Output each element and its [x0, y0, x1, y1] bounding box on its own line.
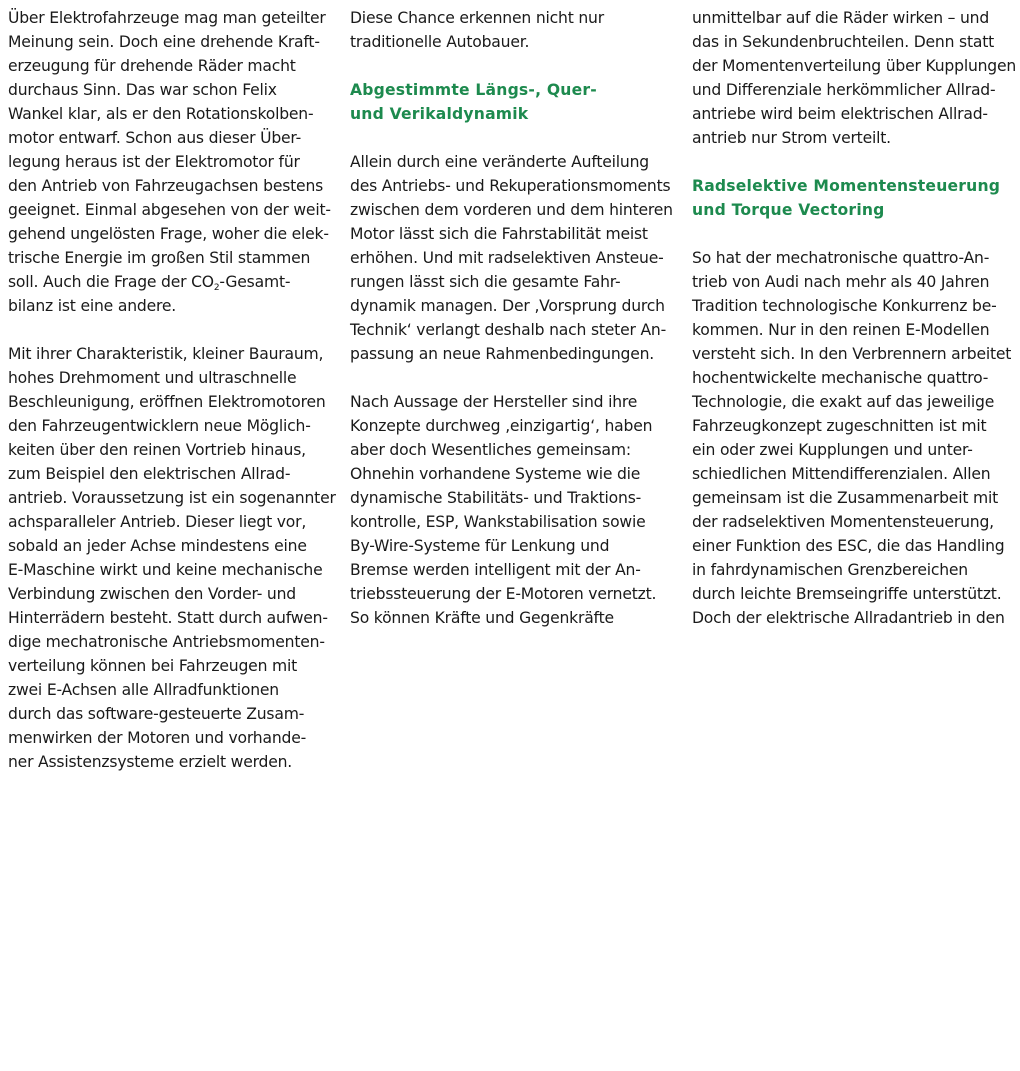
paragraph: [350, 390, 680, 630]
paragraph-gap: [692, 222, 1020, 246]
heading-line: Abgestimmte Längs-, Quer-: [350, 81, 597, 99]
text-line: aber doch Wesentliches gemeinsam:: [350, 441, 631, 459]
text-line: Meinung sein. Doch eine drehende Kraft-: [8, 33, 320, 51]
text-line: kommen. Nur in den reinen E-Modellen: [692, 321, 990, 339]
text-line: Doch der elektrische Allradantrieb in den: [692, 609, 1005, 627]
text-line: das in Sekundenbruchteilen. Denn statt: [692, 33, 995, 51]
paragraph: [350, 150, 680, 366]
paragraph: [8, 6, 338, 318]
text-line: menwirken der Motoren und vorhande-: [8, 729, 307, 747]
column-2: [350, 6, 680, 630]
paragraph: [8, 342, 338, 774]
text-line: Konzepte durchweg ‚einzigartig‘, haben: [350, 417, 653, 435]
text-line: zum Beispiel den elektrischen Allrad-: [8, 465, 291, 483]
text-line: Ohnehin vorhandene Systeme wie die: [350, 465, 641, 483]
text-line: einer Funktion des ESC, die das Handling: [692, 537, 1005, 555]
text-line: Fahrzeugkonzept zugeschnitten ist mit: [692, 417, 987, 435]
paragraph-gap: [350, 54, 680, 78]
text-line: der Momentenverteilung über Kupplungen: [692, 57, 1017, 75]
text-line: unmittelbar auf die Räder wirken – und: [692, 9, 990, 27]
paragraph-gap: [350, 366, 680, 390]
paragraph-gap: [692, 150, 1020, 174]
text-line: des Antriebs- und Rekuperationsmoments: [350, 177, 671, 195]
text-line: Diese Chance erkennen nicht nur: [350, 9, 604, 27]
text-line: ner Assistenzsysteme erzielt werden.: [8, 753, 293, 771]
text-line: Bremse werden intelligent mit der An-: [350, 561, 641, 579]
text-line: erhöhen. Und mit radselektiven Ansteue-: [350, 249, 664, 267]
text-line: passung an neue Rahmenbedingungen.: [350, 345, 655, 363]
paragraph: [692, 246, 1020, 630]
text-line: motor entwarf. Schon aus dieser Über-: [8, 129, 302, 147]
text-line: den Fahrzeugentwicklern neue Möglich-: [8, 417, 311, 435]
text-line: Mit ihrer Charakteristik, kleiner Bauraum,: [8, 345, 324, 363]
text-line: By-Wire-Systeme für Lenkung und: [350, 537, 610, 555]
text-line: soll. Auch die Frage der $CO_2-Gesamt-$: [8, 273, 291, 293]
text-line: dynamische Stabilitäts- und Traktions-: [350, 489, 642, 507]
text-line: Über Elektrofahrzeuge mag man geteilter: [8, 9, 326, 27]
text-line: dige mechatronische Antriebsmomenten-: [8, 633, 325, 651]
text-line: durch das software-gesteuerte Zusam-: [8, 705, 305, 723]
paragraph-gap: [350, 126, 680, 150]
column-1: [8, 6, 338, 774]
paragraph-gap: [8, 318, 338, 342]
text-line: in fahrdynamischen Grenzbereichen: [692, 561, 968, 579]
text-line: verteilung können bei Fahrzeugen mit: [8, 657, 298, 675]
text-line: erzeugung für drehende Räder macht: [8, 57, 296, 75]
section-heading: [692, 174, 1020, 222]
text-line: legung heraus ist der Elektromotor für: [8, 153, 300, 171]
text-line: trische Energie im großen Stil stammen: [8, 249, 311, 267]
text-line: den Antrieb von Fahrzeugachsen bestens: [8, 177, 324, 195]
text-line: versteht sich. In den Verbrennern arbeitet: [692, 345, 1012, 363]
text-line: antrieb. Voraussetzung ist ein sogenannter: [8, 489, 336, 507]
text-line: keiten über den reinen Vortrieb hinaus,: [8, 441, 306, 459]
text-line: Allein durch eine veränderte Aufteilung: [350, 153, 649, 171]
text-line: Hinterrädern besteht. Statt durch aufwen-: [8, 609, 328, 627]
text-line: triebssteuerung der E-Motoren vernetzt.: [350, 585, 657, 603]
text-line: hohes Drehmoment und ultraschnelle: [8, 369, 297, 387]
text-line: geeignet. Einmal abgesehen von der weit-: [8, 201, 331, 219]
section-heading: [350, 78, 680, 126]
text-line: durchaus Sinn. Das war schon Felix: [8, 81, 277, 99]
text-line: E-Maschine wirkt und keine mechanische: [8, 561, 323, 579]
heading-line: und Torque Vectoring: [692, 201, 885, 219]
text-line: gemeinsam ist die Zusammenarbeit mit: [692, 489, 999, 507]
text-line: dynamik managen. Der ‚Vorsprung durch: [350, 297, 665, 315]
paragraph: [350, 6, 680, 54]
text-line: Nach Aussage der Hersteller sind ihre: [350, 393, 638, 411]
text-line: zwischen dem vorderen und dem hinteren: [350, 201, 673, 219]
text-line: Verbindung zwischen den Vorder- und: [8, 585, 297, 603]
text-line: Motor lässt sich die Fahrstabilität meist: [350, 225, 648, 243]
heading-line: und Verikaldynamik: [350, 105, 529, 123]
text-line: ein oder zwei Kupplungen und unter-: [692, 441, 973, 459]
text-line: bilanz ist eine andere.: [8, 297, 176, 315]
text-line: rungen lässt sich die gesamte Fahr-: [350, 273, 621, 291]
text-line: So können Kräfte und Gegenkräfte: [350, 609, 614, 627]
text-line: zwei E-Achsen alle Allradfunktionen: [8, 681, 279, 699]
text-line: Technik‘ verlangt deshalb nach steter An-: [350, 321, 667, 339]
text-line: So hat der mechatronische quattro-An-: [692, 249, 990, 267]
text-line: achsparalleler Antrieb. Dieser liegt vor,: [8, 513, 307, 531]
text-line: Wankel klar, als er den Rotationskolben-: [8, 105, 314, 123]
text-line: Beschleunigung, eröffnen Elektromotoren: [8, 393, 326, 411]
text-line: kontrolle, ESP, Wankstabilisation sowie: [350, 513, 646, 531]
text-line: und Differenziale herkömmlicher Allrad-: [692, 81, 996, 99]
text-line: antrieb nur Strom verteilt.: [692, 129, 891, 147]
text-line: der radselektiven Momentensteuerung,: [692, 513, 994, 531]
column-3: [692, 6, 1020, 630]
text-line: Technologie, die exakt auf das jeweilige: [692, 393, 995, 411]
text-line: antriebe wird beim elektrischen Allrad-: [692, 105, 988, 123]
paragraph: [692, 6, 1020, 150]
text-line: Tradition technologische Konkurrenz be-: [692, 297, 997, 315]
text-line: gehend ungelösten Frage, woher die elek-: [8, 225, 329, 243]
text-line: trieb von Audi nach mehr als 40 Jahren: [692, 273, 990, 291]
text-line: traditionelle Autobauer.: [350, 33, 530, 51]
text-line: durch leichte Bremseingriffe unterstützt.: [692, 585, 1002, 603]
text-line: schiedlichen Mittendifferenzialen. Allen: [692, 465, 991, 483]
heading-line: Radselektive Momentensteuerung: [692, 177, 1001, 195]
text-line: hochentwickelte mechanische quattro-: [692, 369, 989, 387]
text-line: sobald an jeder Achse mindestens eine: [8, 537, 307, 555]
